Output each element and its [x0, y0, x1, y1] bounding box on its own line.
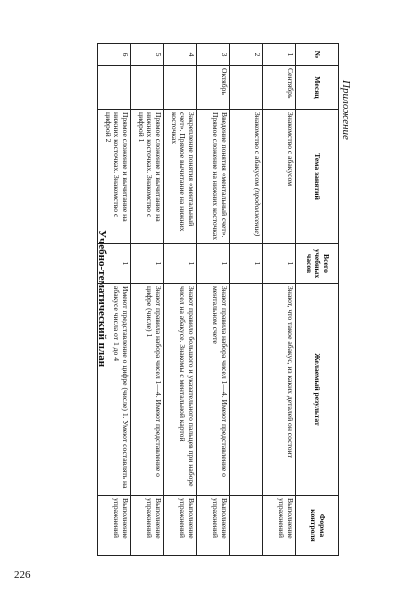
cell-topic-note: (продолжение) [253, 187, 262, 237]
header-result: Желаемый результат [296, 284, 339, 496]
cell-topic-text: Знакомство с абакусом [286, 112, 295, 186]
cell-hours: 1 [263, 244, 296, 284]
plan-title-text: Учебно-тематический план [96, 230, 108, 368]
cell-month: Октябрь [197, 66, 230, 110]
cell-month [131, 66, 164, 110]
cell-num: 5 [131, 44, 164, 66]
cell-hours: 1 [131, 244, 164, 284]
table-row [131, 44, 164, 556]
cell-hours: 1 [230, 244, 263, 284]
cell-topic [131, 110, 164, 244]
table-row [263, 44, 296, 556]
cell-topic-text: Прямое сложение и вычитание на нижних косточках. Знакомство с цифрой 2 [103, 112, 130, 222]
cell-control [230, 496, 263, 556]
cell-hours: 1 [164, 244, 197, 284]
cell-month [230, 66, 263, 110]
cell-topic [263, 110, 296, 244]
cell-hours: 1 [98, 244, 131, 284]
cell-num: 4 [164, 44, 197, 66]
cell-topic [197, 110, 230, 244]
cell-num: 2 [230, 44, 263, 66]
table-row [164, 44, 197, 556]
cell-result: Знают правило большого и указательного пальцев при наборе чисел на абакусе. Знакомы с ментальной картой [164, 284, 197, 496]
cell-hours: 1 [197, 244, 230, 284]
cell-num: 6 [98, 44, 131, 66]
header-control: Форма контроля [296, 496, 339, 556]
cell-num: 1 [263, 44, 296, 66]
cell-topic-text: Прямое сложение и вычитание на нижних косточках. Знакомство с цифрой 1 [136, 112, 163, 222]
cell-topic-text: Введение понятия «ментальный счет». Прямое сложение на нижних косточках [211, 112, 229, 240]
header-month: Месяц [296, 66, 339, 110]
cell-control: Выполнение упражнений [131, 496, 164, 556]
cell-topic-text: Знакомство с абакусом [253, 112, 262, 188]
cell-num: 3 [197, 44, 230, 66]
cell-result: Знают правила набора чисел 1—4. Имеют представление о цифре (числе) 1 [131, 284, 164, 496]
cell-result: Знают, что такое абакус, из каких деталей он состоит [263, 284, 296, 496]
cell-result: Имеют представление о цифре (числе) 1. Умеют составлять на абакусе числа от 1 до 4 [98, 284, 131, 496]
header-hours: Всего учебных часов [296, 244, 339, 284]
cell-topic [98, 110, 131, 244]
cell-result [230, 284, 263, 496]
table-row [98, 44, 131, 556]
cell-control: Выполнение упражнений [164, 496, 197, 556]
header-topic: Тема занятий [296, 110, 339, 244]
cell-month [164, 66, 197, 110]
running-header-text: Приложение [340, 80, 352, 140]
cell-control: Выполнение упражнений [98, 496, 131, 556]
cell-topic [230, 110, 263, 244]
table-row [197, 44, 230, 556]
page-number: 226 [14, 569, 31, 581]
header-num: № [296, 44, 339, 66]
cell-month: Сентябрь [263, 66, 296, 110]
cell-topic-text: Закрепление понятия «ментальный счет». Прямое вычитание на нижних косточках [169, 112, 196, 232]
table-row [230, 44, 263, 556]
table-header-row [296, 44, 339, 556]
cell-month [98, 66, 131, 110]
plan-table [97, 43, 339, 556]
cell-result: Знают правила набора чисел 1—4. Имеют представление о ментальном счете [197, 284, 230, 496]
cell-control: Выполнение упражнений [197, 496, 230, 556]
cell-control: Выполнение упражнений [263, 496, 296, 556]
cell-topic [164, 110, 197, 244]
